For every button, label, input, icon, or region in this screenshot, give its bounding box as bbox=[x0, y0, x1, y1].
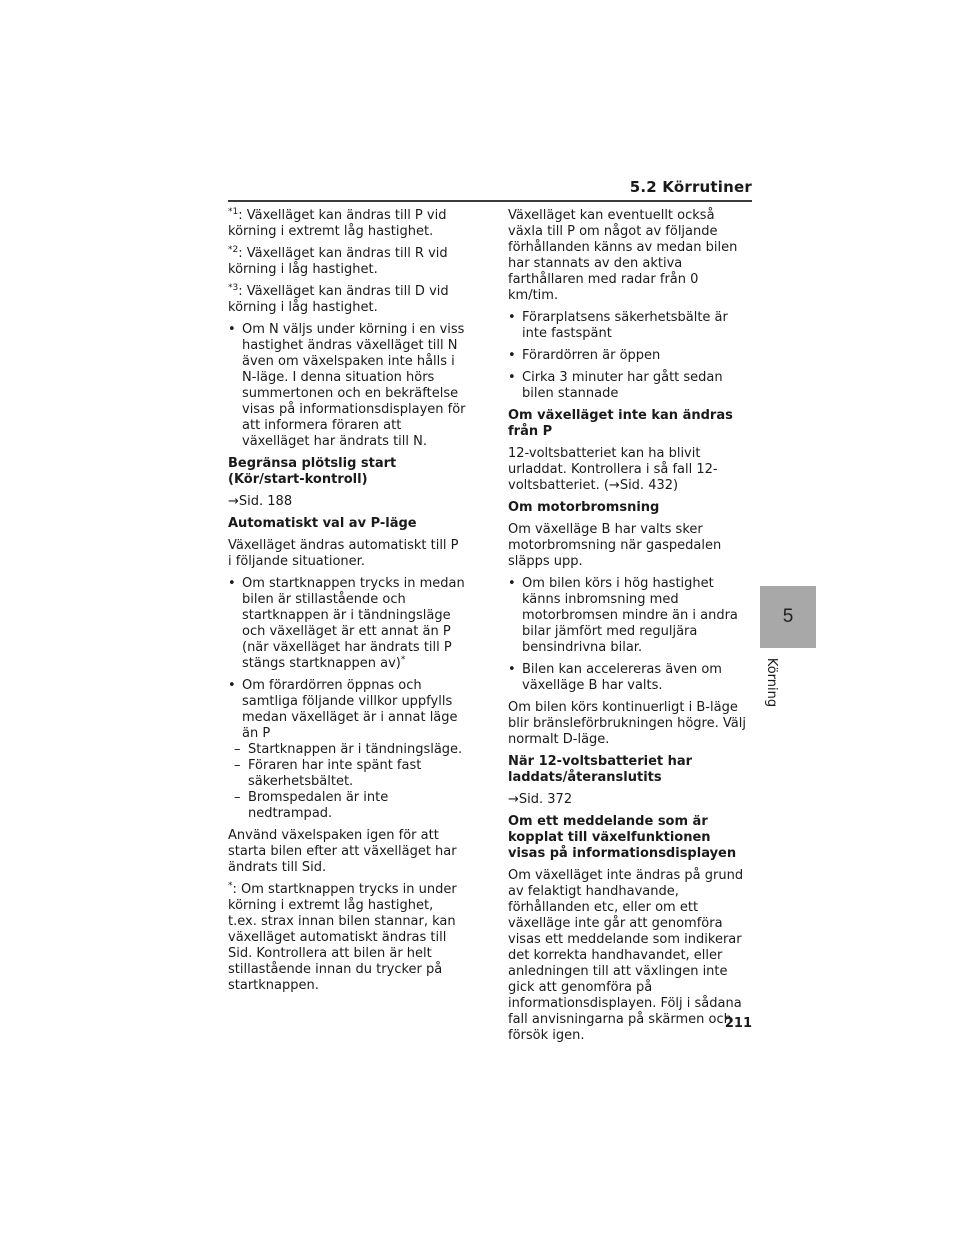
header-divider bbox=[228, 200, 752, 202]
page-reference-link[interactable]: →Sid. 372 bbox=[508, 792, 573, 807]
footnote-1 bbox=[228, 208, 466, 240]
bullet-icon: • bbox=[508, 348, 516, 363]
section-heading: Om motorbromsning bbox=[508, 500, 660, 515]
chapter-label-text: Körning bbox=[764, 657, 780, 707]
footnote-2 bbox=[228, 246, 466, 278]
body-paragraph: Om bilen körs kontinuerligt i B-läge blir bränsleförbrukningen högre. Välj normalt D-läge. bbox=[508, 700, 746, 747]
list-item bbox=[228, 322, 466, 450]
list-item bbox=[508, 348, 752, 364]
section-heading: När 12-voltsbatteriet har laddats/återanslutits bbox=[508, 754, 693, 785]
list-item-text: Om startknappen trycks in medan bilen är stillastående och startknappen är i tändningsläge och växelläget är ett annat än P (när växelläget har ändrats till P stängs startknappen av) bbox=[242, 576, 465, 671]
footnote-3-text: : Växelläget kan ändras till D vid körning i låg hastighet. bbox=[228, 284, 449, 315]
sub-list-item-text: Startknappen är i tändningsläge. bbox=[248, 742, 463, 757]
bullet-icon: • bbox=[228, 576, 236, 591]
sub-list-item-text: Bromspedalen är inte nedtrampad. bbox=[248, 790, 389, 821]
chapter-tab[interactable] bbox=[760, 586, 816, 648]
body-paragraph: Om växelläget inte ändras på grund av felaktigt handhavande, förhållanden etc, eller om ett växelläge inte går att genomföra visas ett meddelande som indikerar det korrekta handhavandet, eller anledningen till att växlingen inte gick att genomföra på informationsdisplayen. Följ i sådana fall anvisningarna på skärmen och försök igen. bbox=[508, 868, 744, 1043]
footnote-1-text: : Växelläget kan ändras till P vid körning i extremt låg hastighet. bbox=[228, 208, 447, 239]
page-number: 211 bbox=[724, 1016, 752, 1031]
list-item bbox=[508, 576, 752, 656]
section-heading: Om ett meddelande som är kopplat till växelfunktionen visas på informationsdisplayen bbox=[508, 814, 737, 861]
footnote-asterisk-mark: * bbox=[228, 881, 233, 891]
bullet-icon: • bbox=[508, 576, 516, 591]
list-item bbox=[508, 310, 752, 342]
list-item-text: Förardörren är öppen bbox=[522, 348, 661, 363]
footnote-3 bbox=[228, 284, 466, 316]
body-paragraph: Om växelläge B har valts sker motorbromsning när gaspedalen släpps upp. bbox=[508, 522, 722, 569]
sub-list-item bbox=[234, 742, 466, 758]
list-item bbox=[508, 370, 752, 402]
bullet-icon: • bbox=[228, 322, 236, 337]
right-column bbox=[508, 208, 752, 1050]
footnote-asterisk-text: : Om startknappen trycks in under körning i extremt låg hastighet, t.ex. strax innan bilen stannar, kan växelläget automatiskt ändras till Sid. Kontrollera att bilen är helt stillastående innan du trycker på startknappen. bbox=[228, 882, 457, 993]
section-heading: Begränsa plötslig start (Kör/start-kontroll) bbox=[228, 456, 397, 487]
body-paragraph: Använd växelspaken igen för att starta bilen efter att växelläget har ändrats till Sid. bbox=[228, 828, 457, 875]
footnote-2-mark: *2 bbox=[228, 245, 239, 255]
section-header-title: 5.2 Körrutiner bbox=[629, 178, 752, 196]
dash-icon: – bbox=[234, 742, 241, 757]
list-item-text: Om bilen körs i hög hastighet känns inbromsning med motorbromsen mindre än i andra bilar jämfört med reguljära bensindrivna bilar. bbox=[522, 576, 738, 655]
sub-list-item-text: Föraren har inte spänt fast säkerhetsbältet. bbox=[248, 758, 422, 789]
footnote-mark: * bbox=[400, 655, 406, 665]
list-item-text: Förarplatsens säkerhetsbälte är inte fastspänt bbox=[522, 310, 728, 341]
list-item bbox=[228, 678, 466, 742]
dash-icon: – bbox=[234, 790, 241, 805]
footnote-asterisk bbox=[228, 882, 466, 994]
left-column bbox=[228, 208, 466, 1000]
list-item-text: Om N väljs under körning i en viss hastighet ändras växelläget till N även om växelspaken inte hålls i N-läge. I denna situation hörs summertonen och en bekräftelse visas på informationsdisplayen för att informera föraren att växelläget har ändrats till N. bbox=[242, 322, 466, 449]
list-item-text: Cirka 3 minuter har gått sedan bilen stannade bbox=[522, 370, 723, 401]
sub-list-item bbox=[234, 758, 466, 790]
list-item-text: Bilen kan accelereras även om växelläge B har valts. bbox=[522, 662, 722, 693]
bullet-icon: • bbox=[508, 662, 516, 677]
chapter-label bbox=[758, 652, 786, 712]
dash-icon: – bbox=[234, 758, 241, 773]
chapter-number: 5 bbox=[782, 606, 794, 627]
page-reference-link[interactable]: →Sid. 188 bbox=[228, 494, 293, 509]
footnote-1-mark: *1 bbox=[228, 207, 239, 217]
footnote-3-mark: *3 bbox=[228, 283, 239, 293]
section-heading: Om växelläget inte kan ändras från P bbox=[508, 408, 733, 439]
body-paragraph: 12-voltsbatteriet kan ha blivit urladdat. Kontrollera i så fall 12-voltsbatteriet. (→Sid. 432) bbox=[508, 446, 718, 493]
list-item-text: Om förardörren öppnas och samtliga följande villkor uppfylls medan växelläget är i annat läge än P bbox=[242, 678, 458, 741]
sub-list-item bbox=[234, 790, 466, 822]
bullet-icon: • bbox=[228, 678, 236, 693]
footnote-2-text: : Växelläget kan ändras till R vid körning i låg hastighet. bbox=[228, 246, 448, 277]
body-paragraph: Växelläget ändras automatiskt till P i följande situationer. bbox=[228, 538, 459, 569]
section-heading: Automatiskt val av P-läge bbox=[228, 516, 417, 531]
body-paragraph: Växelläget kan eventuellt också växla till P om något av följande förhållanden känns av medan bilen har stannats av den aktiva farthållaren med radar från 0 km/tim. bbox=[508, 208, 738, 303]
list-item bbox=[228, 576, 466, 672]
bullet-icon: • bbox=[508, 370, 516, 385]
bullet-icon: • bbox=[508, 310, 516, 325]
list-item bbox=[508, 662, 752, 694]
